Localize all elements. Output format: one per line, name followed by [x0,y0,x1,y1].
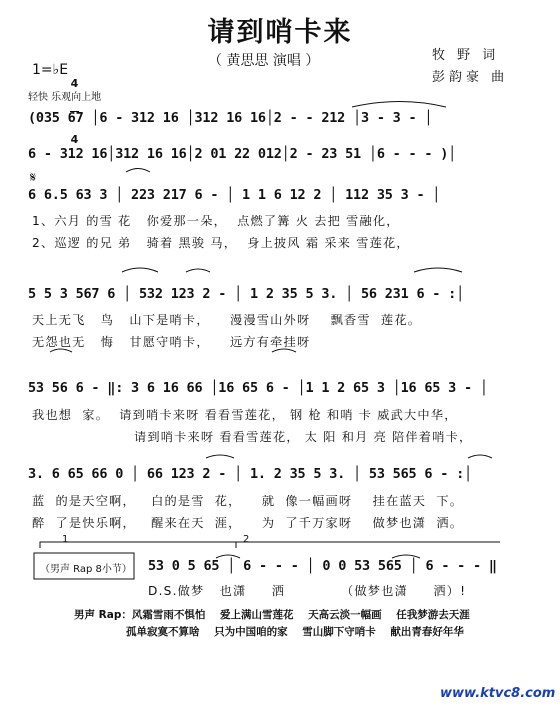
rap-line: 男声 Rap：风霜雪雨不惧怕 爱上满山雪莲花 天高云淡一幅画 任我梦游去天涯 [74,609,470,621]
meter-bottom: 4 [70,133,79,146]
lyric-line: D.S.做梦 也潇 洒 （做梦也潇 洒）! [148,584,467,598]
volta-2-label: 2 [243,534,250,545]
tempo-marking: 轻快 乐观向上地 [28,92,102,103]
lyric-line: 2、巡逻 的兄 弟 骑着 黑骏 马， 身上披风 霜 采来 雪莲花， [32,236,410,250]
notation-line-1: (035 67 │6 - 312 16 │312 16 16│2 - - 212 │3 - 3 - │ [28,110,433,126]
lyric-line: 我也想 家。 请到哨卡来呀 看看雪莲花， 钢 枪 和哨 卡 威武大中华， [32,408,458,422]
lyricist-credit: 牧 野 词 [432,48,500,63]
lyric-line: 1、六月 的雪 花 你爱那一朵， 点燃了篝 火 去把 雪融化， [32,214,400,228]
slur [414,268,462,272]
volta-1-bracket [40,542,236,548]
notation-line-5: 53 56 6 - ‖: 3 6 16 66 │16 65 6 - │1 1 2 65 3 │16 65 3 - │ [28,380,488,396]
rap-line: 孤单寂寞不算啥 只为中国咱的家 雪山脚下守哨卡 献出青春好年华 [126,626,464,638]
song-title: 请到哨卡来 [207,17,353,48]
meter-top: 4 [70,77,79,90]
notation-line-4: 5 5 3 567 6 │ 532 123 2 - │ 1 2 35 5 3. │ 56 231 6 - :│ [28,286,465,302]
slur [186,269,210,272]
notation-line-7: 53 0 5 65 │ 6 - - - │ 0 0 53 565 │ 6 - - - ‖ [148,558,497,574]
volta-1-label: 1 [62,534,69,545]
key-signature: 1=♭E [32,62,69,78]
lyric-line: 醉 了是快乐啊， 醒来在天 涯， 为 了千万家呀 做梦也潇 洒。 [32,516,464,530]
volta-2-bracket [236,542,500,548]
slur [206,455,234,458]
notation-line-2: 6 - 312 16│312 16 16│2 01 22 012│2 - 23 51 │6 - - - )│ [28,146,457,162]
notation-line-6: 3. 6 65 66 0 │ 66 123 2 - │ 1. 2 35 5 3. │ 53 565 6 - :│ [28,466,472,482]
lyric-line: 无怨也无 悔 甘愿守哨卡， 远方有牵挂呀 [32,335,311,349]
segno-sign: 𝄋 [30,170,37,186]
lyric-line: 天上无飞 鸟 山下是哨卡， 漫漫雪山外呀 飘香雪 莲花。 [32,313,422,327]
rap-measure-label: （男声 Rap 8小节） [40,564,132,575]
slur [122,268,158,272]
slur [468,455,492,458]
composer-credit: 彭韵豪 曲 [432,70,509,85]
slur [352,102,446,108]
watermark: www.ktvc8.com [440,686,556,701]
performer: （ 黄思思 演唱 ） [208,53,320,69]
lyric-line: 蓝 的是天空啊， 白的是雪 花， 就 像一幅画呀 挂在蓝天 下。 [32,494,464,508]
time-signature [70,56,79,156]
notation-line-3: 6 6.5 63 3 │ 223 217 6 - │ 1 1 6 12 2 │ 112 35 3 - │ [28,187,441,203]
lyric-line: 请到哨卡来呀 看看雪莲花， 太 阳 和月 亮 陪伴着哨卡， [134,430,473,444]
slur [126,169,150,173]
